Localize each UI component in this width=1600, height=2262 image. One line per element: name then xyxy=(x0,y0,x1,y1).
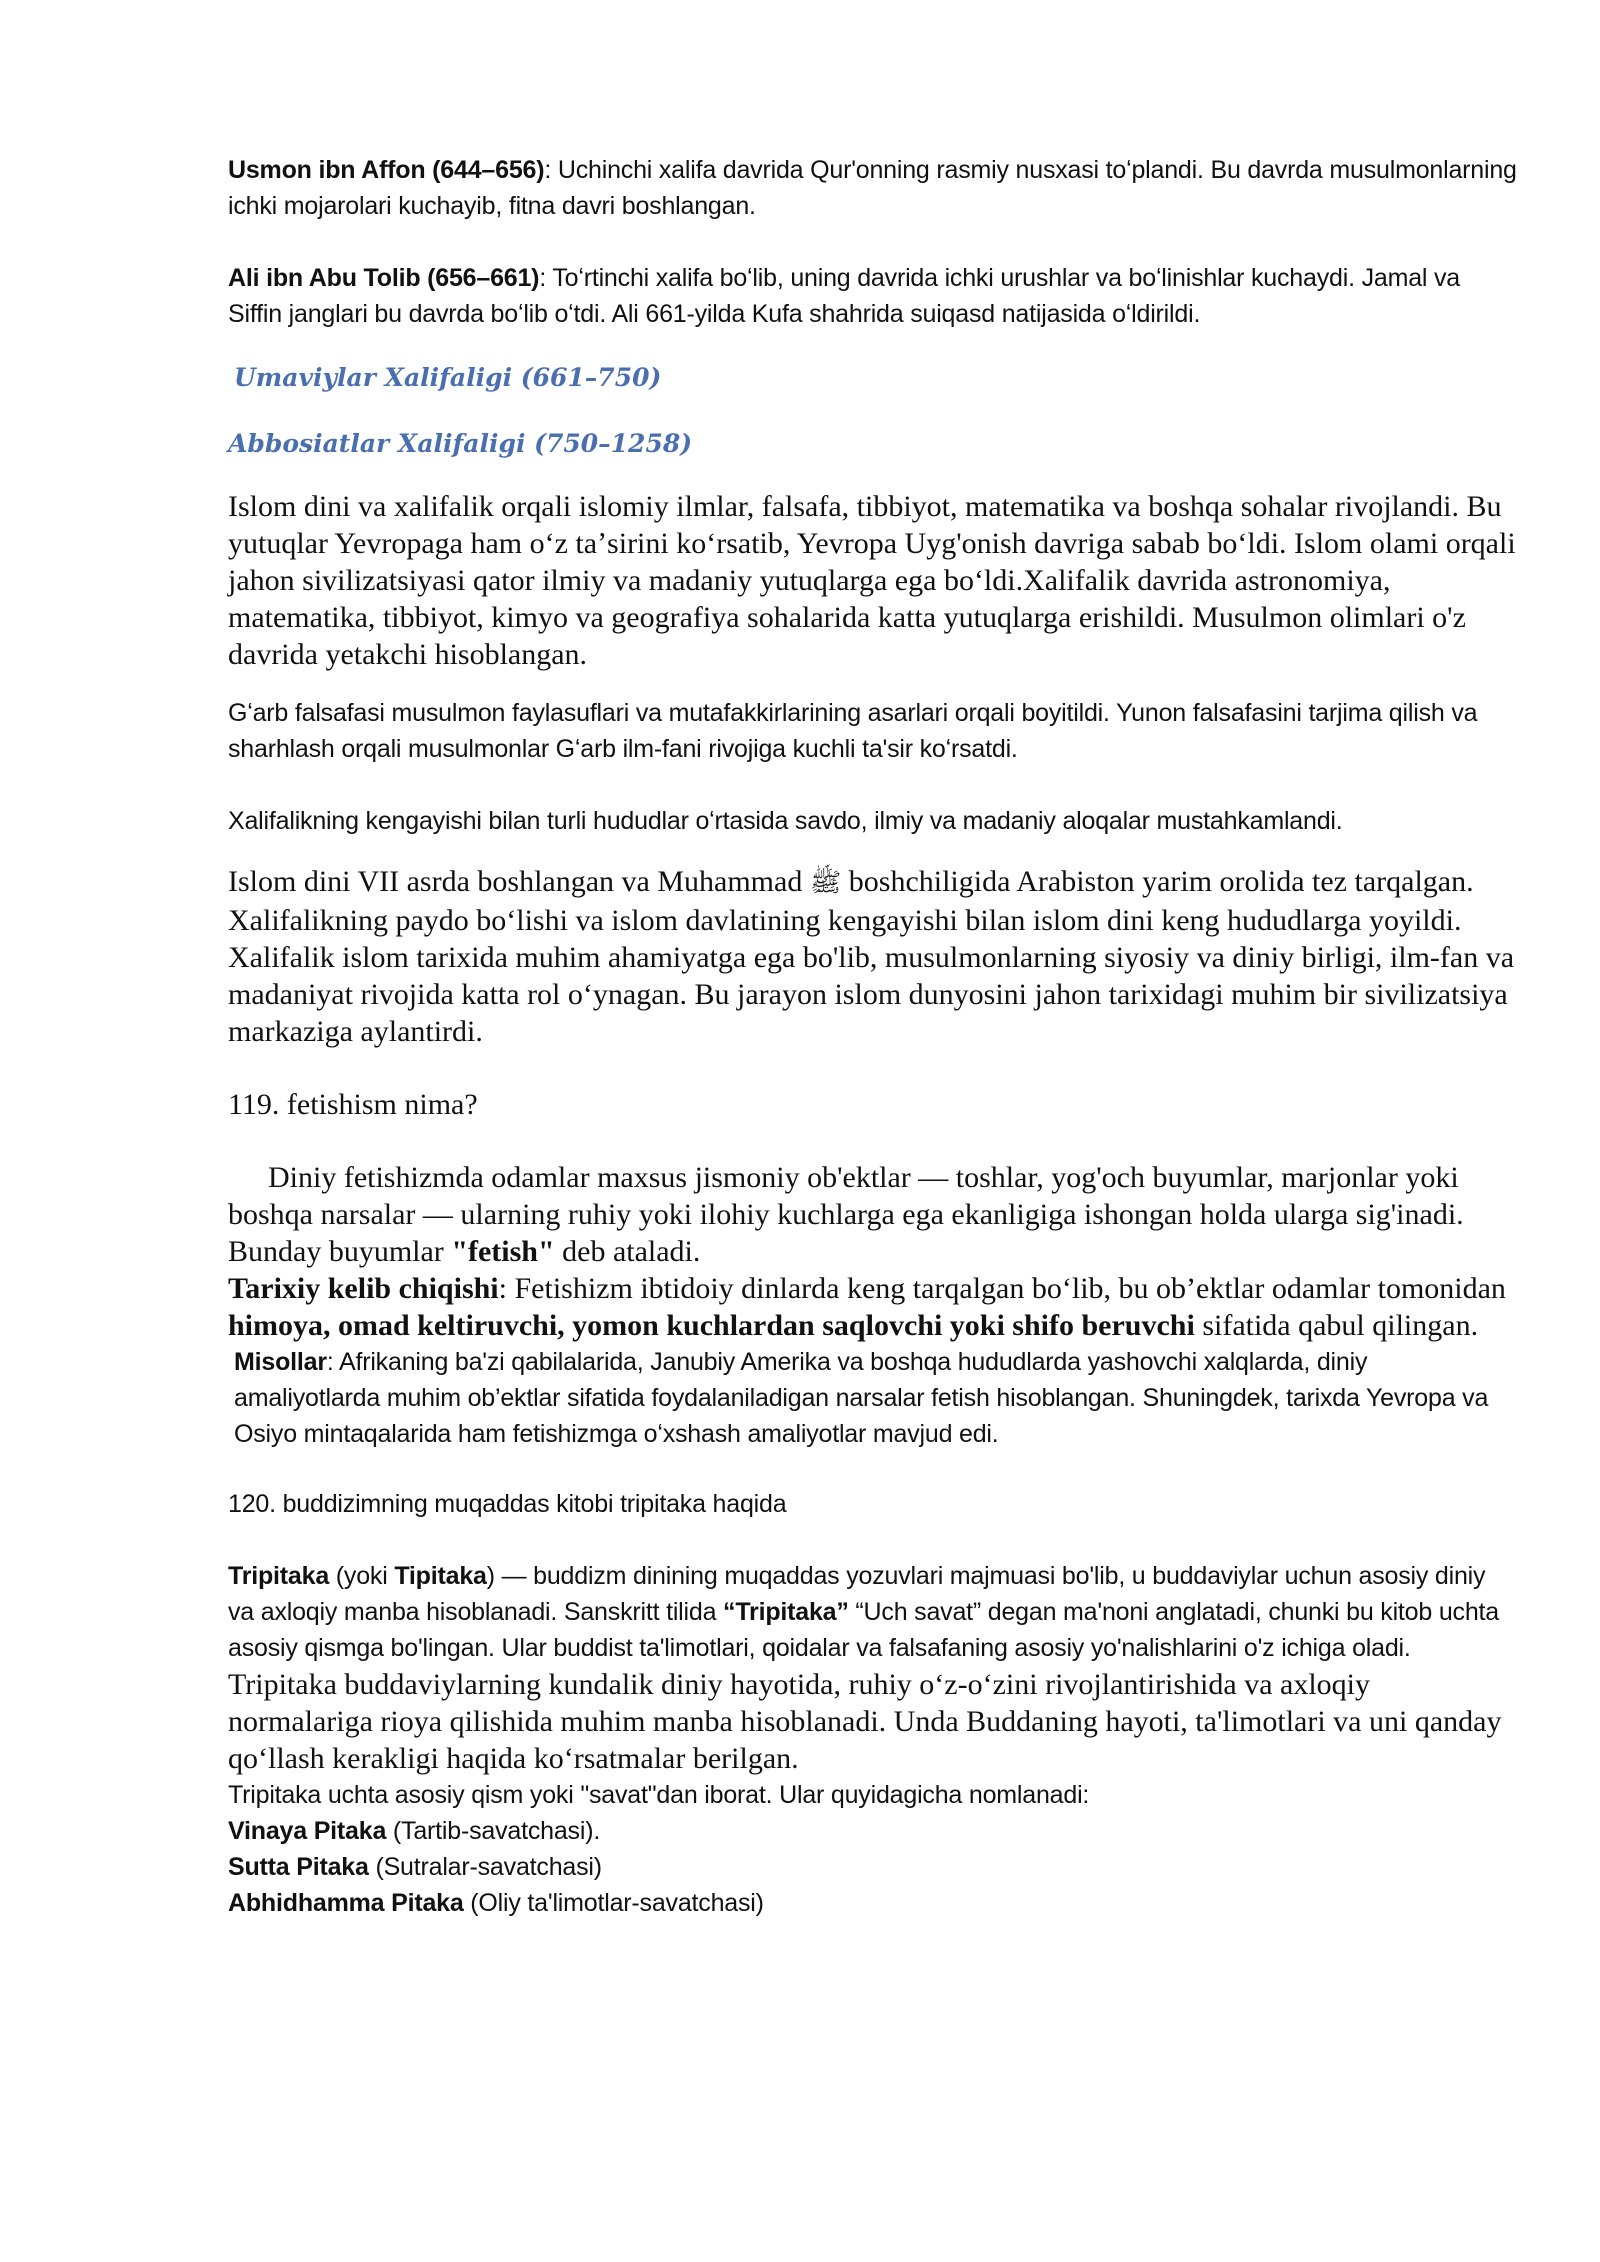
tripitaka-part-name: Abhidhamma Pitaka xyxy=(228,1889,464,1917)
islom-text-end: boshchiligida Arabiston yarim orolida tez tarqalgan. Xalifalikning paydo boʻlishi va islom davlatining kengayishi bilan islom dini keng hududlarga yoyildi. Xalifalik islom tarixida muhim ahamiyatga ega bo'lib, musulmonlarning siyosiy va diniy birligi, ilm-fan va madaniyat rivojida katta rol oʻynagan. Bu jarayon islom dunyosini jahon tarixidagi muhim bir sivilizatsiya markaziga aylantirdi. xyxy=(228,865,1515,1048)
tripitaka-part-desc: (Sutralar-savatchasi) xyxy=(368,1853,602,1881)
fetish-examples-paragraph xyxy=(228,1344,1518,1452)
tripitaka-part-name: Vinaya Pitaka xyxy=(228,1817,387,1845)
garb-paragraph: Gʻarb falsafasi musulmon faylasuflari va mutafakkirlarining asarlari orqali boyitildi. Yunon falsafasini tarjima qilish va sharhlash orqali musulmonlar Gʻarb ilm-fani rivojiga kuchli ta'sir koʻrsatdi. xyxy=(228,699,1478,763)
tripitaka-part-item xyxy=(228,1885,1518,1921)
fetish-intro-end: deb ataladi. xyxy=(554,1235,701,1268)
question-119: 119. fetishism nima? xyxy=(228,1088,478,1121)
ilmlar-paragraph: Islom dini va xalifalik orqali islomiy ilmlar, falsafa, tibbiyot, matematika va boshqa sohalar rivojlandi. Bu yutuqlar Yevropaga ham oʻz taʼsirini koʻrsatib, Yevropa Uyg'onish davriga sabab boʻldi. Islom olami orqali jahon sivilizatsiyasi qator ilmiy va madaniy yutuqlarga ega boʻldi.Xalifalik davrida astronomiya, matematika, tibbiyot, kimyo va geografiya sohalarida katta yutuqlarga erishildi. Musulmon olimlari o'z davrida yetakchi hisoblangan. xyxy=(228,490,1516,671)
tripitaka-parts-intro: Tripitaka uchta asosiy qism yoki "savat"dan iborat. Ular quyidagicha nomlanadi: xyxy=(228,1781,1090,1809)
fetish-history-label: Tarixiy kelib chiqishi xyxy=(228,1272,499,1305)
tripitaka-definition: ) — buddizm dinining muqaddas yozuvlari majmuasi bo'lib, u buddaviylar uchun asosiy diniy va axloqiy manba hisoblanadi. Sanskritt tilida xyxy=(228,1562,1486,1626)
heading-umaviylar: Umaviylar Xalifaligi (661–750) xyxy=(234,363,662,392)
usmon-paragraph xyxy=(228,152,1518,224)
tripitaka-part-desc: (Tartib-savatchasi). xyxy=(386,1817,601,1845)
ali-text: : Toʻrtinchi xalifa boʻlib, uning davrida ichki urushlar va boʻlinishlar kuchaydi. Jamal va Siffin janglari bu davrda boʻlib oʻtdi. Ali 661-yilda Kufa shahrida suiqasd natijasida oʻldirildi. xyxy=(228,264,1461,328)
usmon-text: : Uchinchi xalifa davrida Qur'onning rasmiy nusxasi toʻplandi. Bu davrda musulmonlarning ichki mojarolari kuchayib, fitna davri boshlangan. xyxy=(228,156,1517,220)
fetish-examples-text: : Afrikaning ba'zi qabilalarida, Janubiy Amerika va boshqa hududlarda yashovchi xalqlarda, diniy amaliyotlarda muhim ob’ektlar sifatida foydalaniladigan narsalar fetish hisoblangan. Shuningdek, tarixda Yevropa va Osiyo mintaqalarida ham fetishizmga oʻxshash amaliyotlar mavjud edi. xyxy=(234,1348,1489,1448)
islom-text-start: Islom dini VII asrda boshlangan va Muhammad xyxy=(228,865,810,898)
heading-abbosiatlar: Abbosiatlar Xalifaligi (750–1258) xyxy=(228,429,693,458)
fetish-intro-paragraph xyxy=(228,1159,1518,1270)
tripitaka-role-paragraph: Tripitaka buddaviylarning kundalik diniy hayotida, ruhiy oʻz-oʻzini rivojlantirishida va axloqiy normalariga rioya qilishida muhim manba hisoblanadi. Unda Buddaning hayoti, ta'limotlari va uni qanday qoʻllash kerakligi haqida koʻrsatmalar berilgan. xyxy=(228,1668,1502,1775)
fetish-history-paragraph xyxy=(228,1270,1518,1344)
tripitaka-definition-paragraph xyxy=(228,1558,1518,1666)
tripitaka-name: Tripitaka xyxy=(228,1562,330,1590)
fetish-intro-text: Diniy fetishizmda odamlar maxsus jismoniy ob'ektlar — toshlar, yog'och buyumlar, marjonlar yoki boshqa narsalar — ularning ruhiy yoki ilohiy kuchlarga ega ekanligiga ishongan holda ularga sig'inadi. Bunday buyumlar xyxy=(228,1161,1464,1268)
xalifalik-paragraph: Xalifalikning kengayishi bilan turli hududlar oʻrtasida savdo, ilmiy va madaniy aloqalar mustahkamlandi. xyxy=(228,807,1343,835)
fetish-history-bold: himoya, omad keltiruvchi, yomon kuchlardan saqlovchi yoki shifo beruvchi xyxy=(228,1309,1195,1342)
tripitaka-part-name: Sutta Pitaka xyxy=(228,1853,369,1881)
document-page xyxy=(228,152,1518,1921)
fetish-history-text: : Fetishizm ibtidoiy dinlarda keng tarqalgan boʻlib, bu ob’ektlar odamlar tomonidan xyxy=(498,1272,1506,1305)
islom-paragraph xyxy=(228,863,1518,1050)
question-120: 120. buddizimning muqaddas kitobi tripitaka haqida xyxy=(228,1490,787,1518)
tripitaka-definition-end: “Uch savat” degan ma'noni anglatadi, chunki bu kitob uchta asosiy qismga bo'lingan. Ular buddist ta'limotlari, qoidalar va falsafaning asosiy yo'nalishlarini o'z ichiga oladi. xyxy=(228,1598,1499,1662)
fetish-examples-label: Misollar xyxy=(234,1348,327,1376)
ali-paragraph xyxy=(228,260,1518,332)
tripitaka-open: (yoki xyxy=(329,1562,395,1590)
fetish-history-end: sifatida qabul qilingan. xyxy=(1194,1309,1479,1342)
tripitaka-part-desc: (Oliy ta'limotlar-savatchasi) xyxy=(463,1889,764,1917)
tripitaka-quoted: “Tripitaka” xyxy=(723,1598,849,1626)
ali-title: Ali ibn Abu Tolib (656–661) xyxy=(228,264,540,292)
tripitaka-part-item xyxy=(228,1813,1518,1849)
tripitaka-part-item xyxy=(228,1849,1518,1885)
salawat-symbol: ﷺ xyxy=(809,868,842,898)
tipitaka-alt-name: Tipitaka xyxy=(394,1562,487,1590)
fetish-term: "fetish" xyxy=(451,1235,555,1268)
usmon-title: Usmon ibn Affon (644–656) xyxy=(228,156,545,184)
